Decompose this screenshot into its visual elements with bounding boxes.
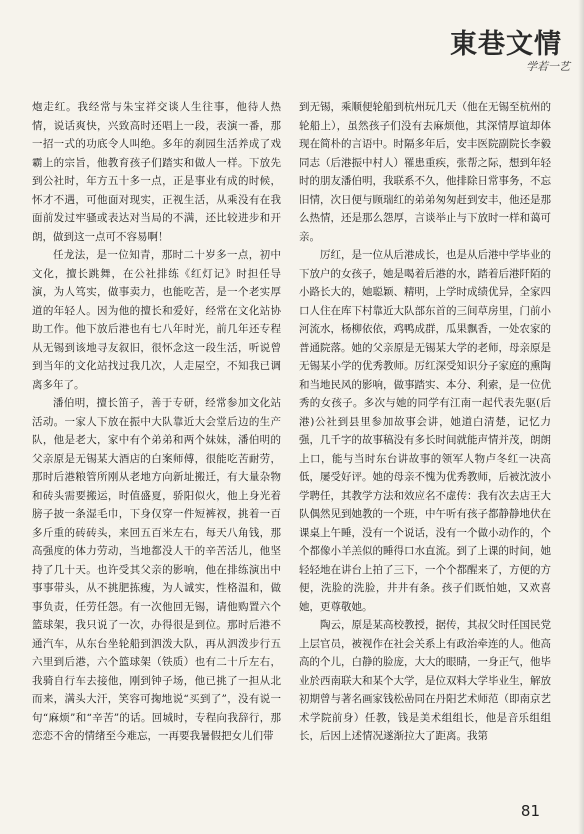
- calligraphy-signature: 学若一艺: [526, 60, 570, 73]
- paragraph: 陶云，原是某高校教授，据传，其叔父时任国民党上层官员，被视作在社会关系上有政治牵连的人。他高高的个儿，白静的脸庞，大大的眼睛，一身正气，他毕业於西南联大和某个大学，是位双料大学毕业生，解放初期曾与著名画家钱松嵒同在丹阳艺术师范（即南京艺术学院前身）任教，钱是美术组组长，他是音乐组组长，后因上述情况遂渐拉大了距离。我第: [299, 619, 551, 742]
- paragraph: 厉红，是一位从后港成长，也是从后港中学毕业的下放户的女孩子，她是喝着后港的水，踏着后港阡陌的小路长大的，她聪颖、精明，上学时成绩优异，全家四口人住在库下村靠近大队部东首的三间草房里，门前小河流水，杨柳依依，鸡鸭成群，瓜果飘香，一处农家的普通院落。她的父亲原是无锡某大学的老师，母亲原是无锡某小学的优秀教师。厉红深受知识分子家庭的熏陶和当地民风的影响，做事踏实、本分、利索，是一位优秀的女孩子。多次与她的同学有江南一起代表先驱(后港)公社到县里参加故事会讲，她道白清楚，记忆力强，几千字的故事稿没有多长时间就能声情并茂，朗朗上口，能与当时东台讲故事的领军人物卢冬红一决高低，屡受好评。她的母亲不愧为优秀教师，后被沈波小学聘任，其教学方法和效应名不虚传：我有次去店王大队偶然见到她教的一个班，中午听有孩子都静静地伏在课桌上午睡，没有一个说话，没有一个做小动作的，个个都像小羊羔似的睡得口水直流。到了上课的时间，她轻轻地在讲台上拍了三下，一个个都醒来了，方便的方便，洗脸的洗脸，井井有条。孩子们既怕她，又欢喜她，更尊敬她。: [299, 249, 551, 613]
- left-text-column: [32, 98, 281, 746]
- page-edge-shadow: [578, 0, 584, 834]
- column-title: 東巷文情: [450, 29, 562, 60]
- paragraph: 潘伯明，擅长笛子，善于专研，经常参加文化站活动。一家人下放在振中大队靠近大会堂后边的生产队，他是老大，家中有个弟弟和两个妹妹，潘伯明的父亲原是无锡某大酒店的白案师傅，很能吃苦耐劳，那时后港粮管所刚从老地方向新址搬迁，有大量杂物和砖头需要搬运，时值盛夏，骄阳似火，他上身光着膀子披一条湿毛巾，下身仅穿一件短裤衩，挑着一百多斤重的砖砖头，来回五百米左右，每天八角钱，那高强度的体力劳动，当地都没人干的辛苦活儿，他坚持了几十天。也许受其父亲的影响，他在排练演出中事事带头，从不挑肥拣瘦，为人诚实，性格温和，做事负责，任劳任怨。有一次他回无锡，请他购置六个篮球架，我只说了一次，办得很是到位。那时后港不通汽车，从东台坐轮船到泗泼大队，再从泗泼步行五六里到后港，六个篮球架（铁质）也有二十斤左右，我骑自行车去接他，刚到钟子场，他已挑了一担从北而来，满头大汗，笑容可掬地说“买到了”，没有说一句“麻烦”和“辛苦”的话。回城时，专程向我辞行，那恋恋不舍的情绪至今难忘，一再要我暑假把女儿们带: [32, 397, 281, 742]
- paragraph: 到无锡，乘顺便轮船到杭州玩几天（他在无锡至杭州的轮船上），虽然孩子们没有去麻烦他，其深情厚谊却体现在简朴的言语中。时隔多年后，安丰医院副院长李毅同志（后港振中村人）罹患重疾，张帮之际，想到年轻时的朋友潘伯明，我联系不久，他排除日常事务，不忘旧情，次日便与顾瑞红的弟弟匆匆赶到安丰，他还是那么热情，还是那么怨厚，言谈举止与下放时一样和蔼可亲。: [299, 101, 551, 243]
- column-header-logo: [438, 22, 570, 84]
- paragraph: 炮走红。我经常与朱宝祥交谈人生往事，他待人热情，说话爽快，兴致高时还唱上一段，表演一番，那一招一式的功底令人叫绝。多年的刹园生活养成了戏霸上的宗旨，他教育孩子们踏实和做人一样。下放先到公社时，年方五十多一点，正是事业有成的时候，怀才不遇，可他面对现实，正视生活，从乘没有在我面前发过牢骚或表达对当局的不满，还比较进步和开朗，做到这一点可不容易啊！: [32, 101, 281, 243]
- page-number: 81: [520, 802, 540, 820]
- right-text-column: [299, 98, 551, 746]
- paragraph: 任龙法，是一位知青，那时二十岁多一点，初中文化，擅长跳舞，在公社排练《红灯记》时担任导演，为人笃实，做事卖力，也能吃苦，是一个老实厚道的年轻人。因为他的擅长和爱好，经常在文化站协助工作。他下放后港也有七八年时光，前几年还专程从无锡到该地寻友叙旧，很怀念这一段生活，听说曾到当年的文化站找过我几次，人走屋空，不知我已调离多年了。: [32, 249, 281, 391]
